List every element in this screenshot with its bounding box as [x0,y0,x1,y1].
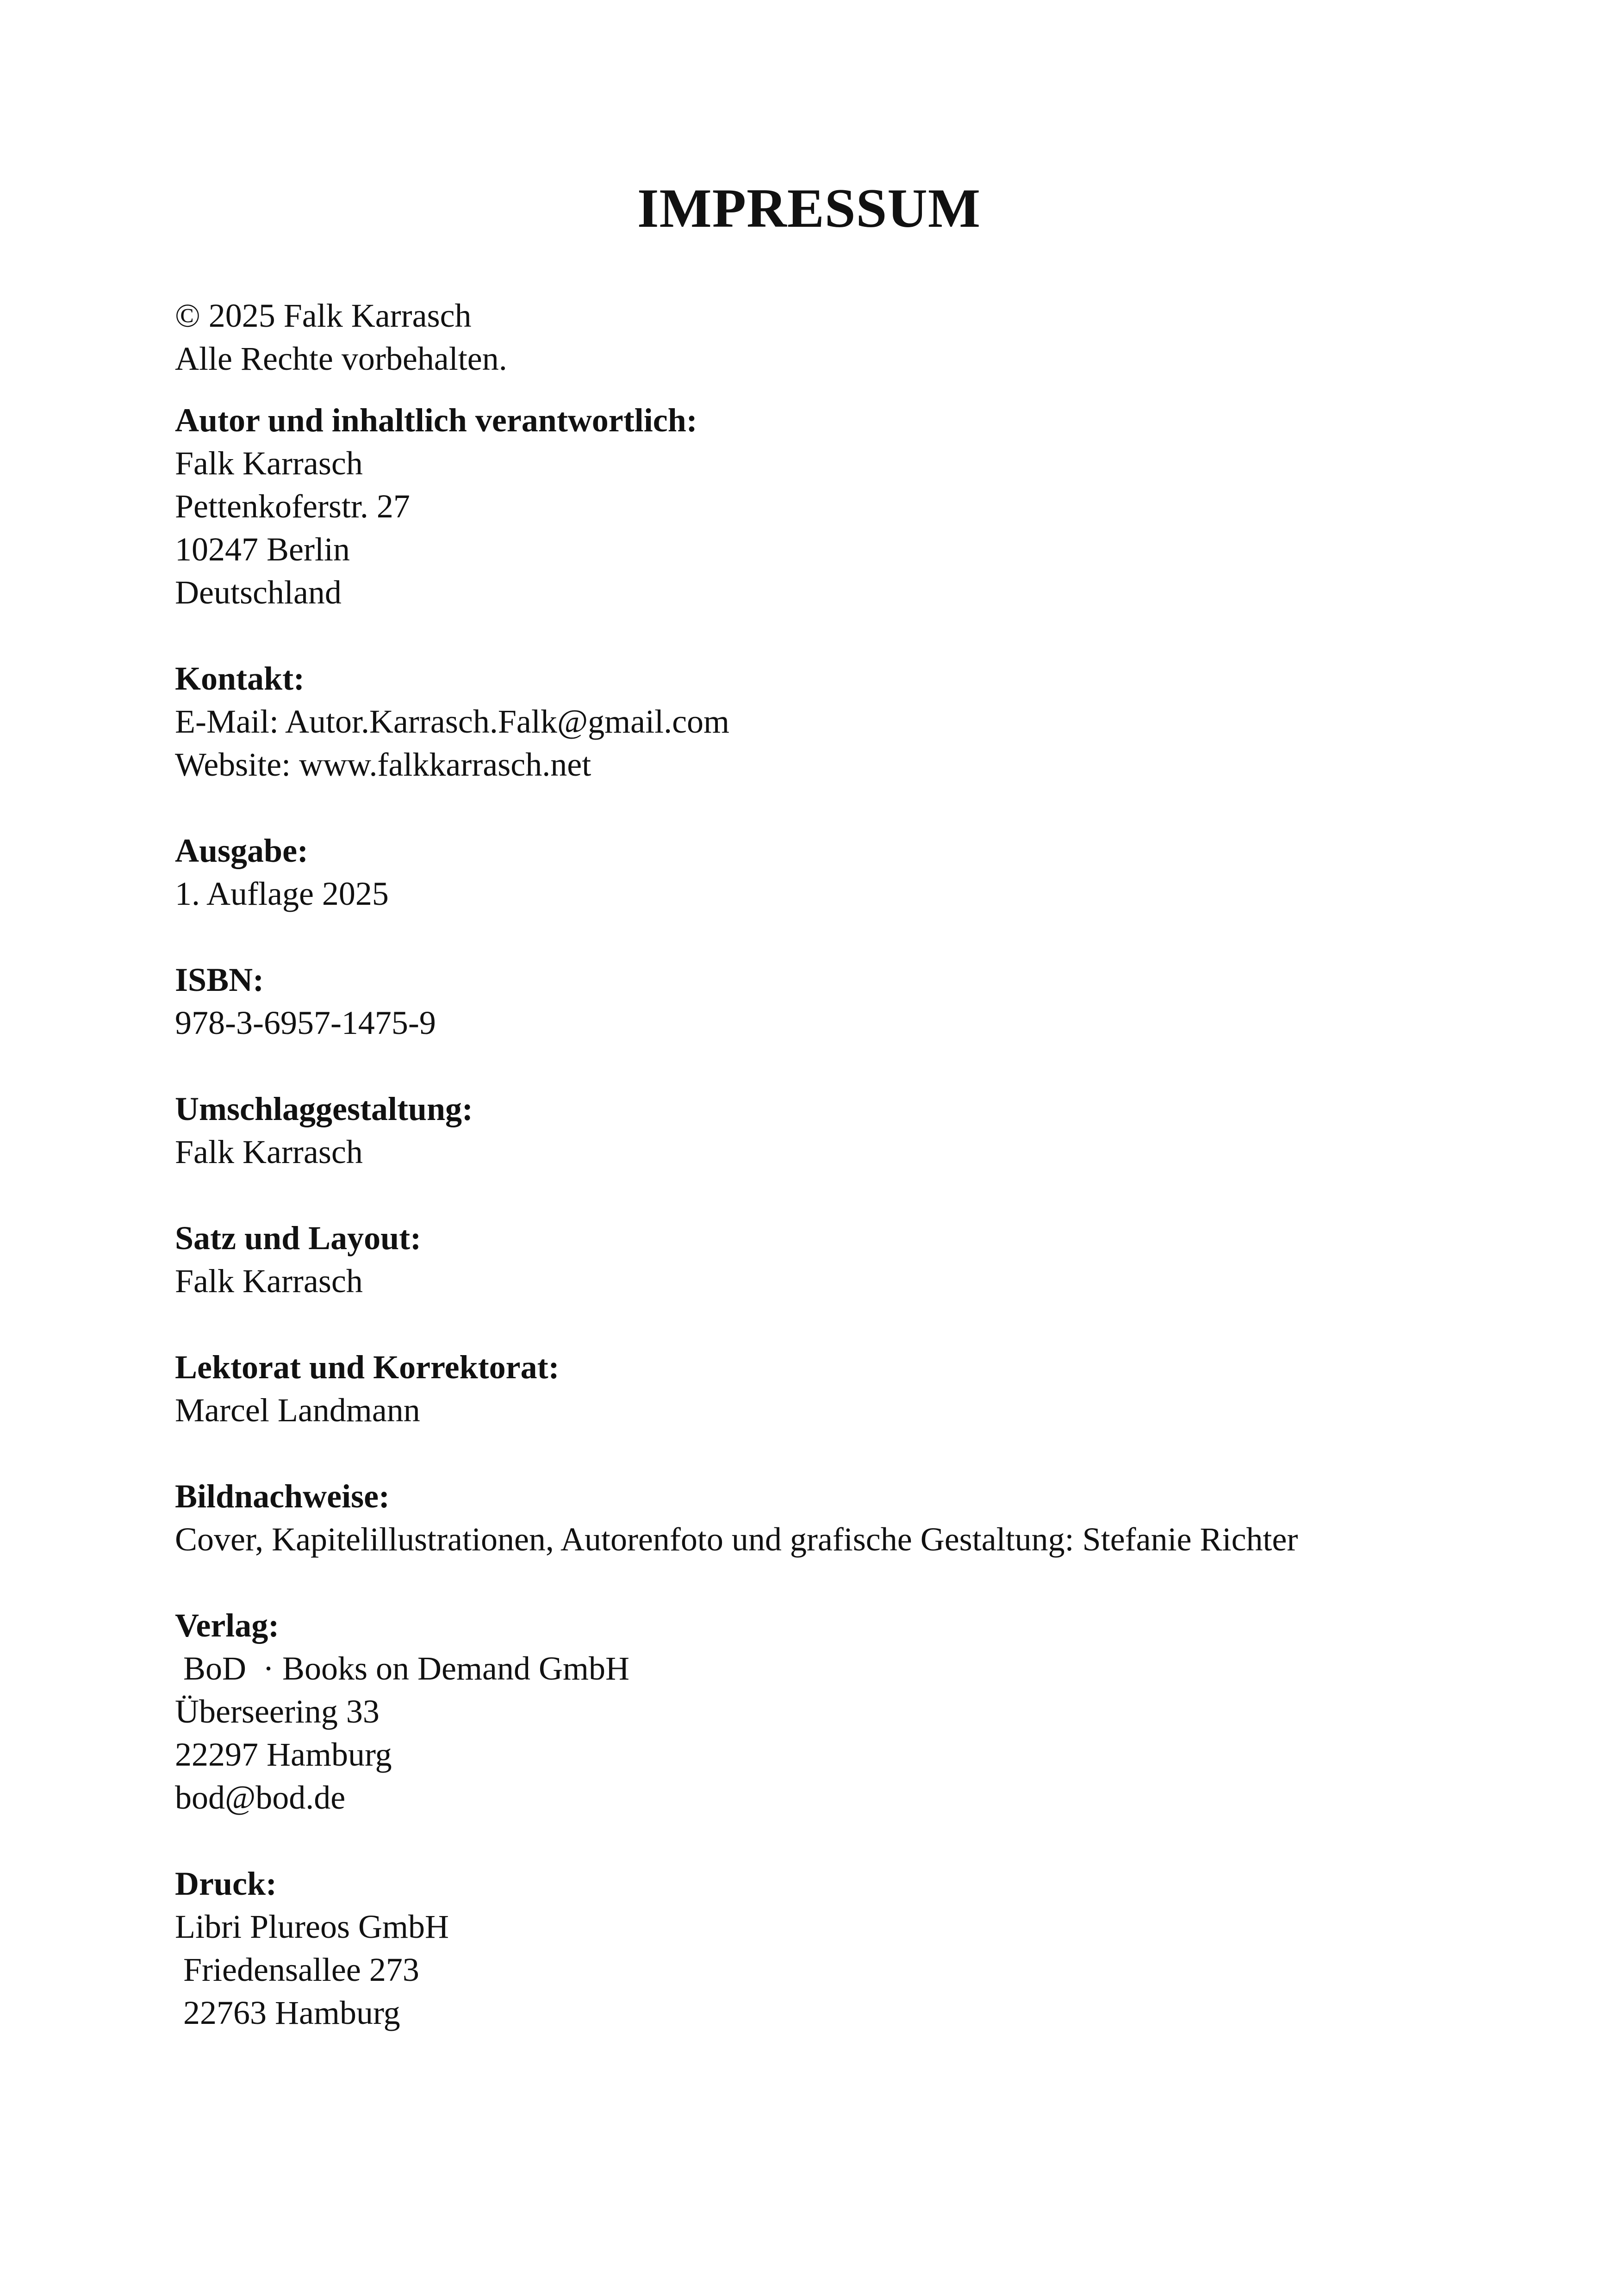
publisher-name: BoD · Books on Demand GmbH [175,1650,629,1687]
editing-value: Marcel Landmann [175,1392,420,1429]
image-credits-label: Bildnachweise: [175,1478,390,1515]
edition-label: Ausgabe: [175,832,309,869]
impressum-content [175,294,1517,2035]
editing-block [175,1346,1517,1432]
author-country: Deutschland [175,574,342,611]
publisher-street: Überseering 33 [175,1693,380,1730]
author-label: Autor und inhaltlich verantwortlich: [175,402,697,439]
edition-block [175,829,1517,915]
typesetting-block [175,1217,1517,1303]
isbn-block [175,958,1517,1045]
cover-design-value: Falk Karrasch [175,1133,363,1170]
publisher-label: Verlag: [175,1607,280,1644]
author-city: 10247 Berlin [175,531,350,568]
copyright-block [175,294,1517,380]
edition-value: 1. Auflage 2025 [175,875,389,912]
printing-label: Druck: [175,1865,277,1902]
publisher-city: 22297 Hamburg [175,1736,392,1773]
author-name: Falk Karrasch [175,445,363,482]
publisher-block [175,1604,1517,1819]
isbn-value: 978-3-6957-1475-9 [175,1004,436,1041]
contact-email: E-Mail: Autor.Karrasch.Falk@gmail.com [175,703,730,740]
contact-block [175,657,1517,786]
rights-reserved-line: Alle Rechte vorbehalten. [175,340,507,377]
editing-label: Lektorat und Korrektorat: [175,1349,560,1386]
contact-website: Website: www.falkkarrasch.net [175,746,591,783]
page-title: IMPRESSUM [637,177,981,239]
printing-street: Friedensallee 273 [175,1951,419,1988]
image-credits-value: Cover, Kapitelillustrationen, Autorenfoto und grafische Gestaltung: Stefanie Richter [175,1521,1298,1558]
isbn-label: ISBN: [175,961,264,998]
printing-name: Libri Plureos GmbH [175,1908,449,1945]
cover-design-block [175,1088,1517,1174]
copyright-line: © 2025 Falk Karrasch [175,297,472,334]
author-block [175,399,1517,614]
author-street: Pettenkoferstr. 27 [175,488,410,525]
typesetting-value: Falk Karrasch [175,1263,363,1300]
publisher-email: bod@bod.de [175,1779,346,1816]
printing-city: 22763 Hamburg [175,1994,400,2031]
image-credits-block [175,1475,1517,1561]
typesetting-label: Satz und Layout: [175,1220,422,1257]
printing-block [175,1862,1517,2035]
cover-design-label: Umschlaggestaltung: [175,1090,473,1127]
contact-label: Kontakt: [175,660,305,697]
